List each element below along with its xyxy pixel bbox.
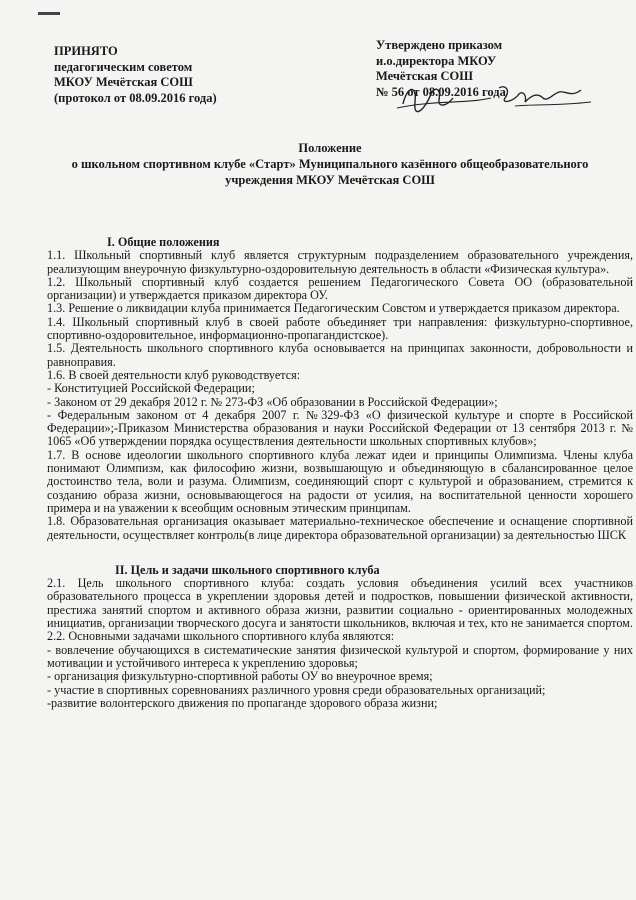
- approved-line: Утверждено приказом: [376, 38, 503, 52]
- paragraph: - Федеральным законом от 4 декабря 2007 г. №329-ФЗ «О физической культуре и спорте в Российской Федерации»;-Приказом Министерства образования и науки Российской Федерации от 13 сентября 2013 г. № 1065 «Об утверждении порядка осуществления деятельности школьных спортивных клубов»;: [47, 407, 633, 449]
- title-line: о школьном спортивном клубе «Старт» Муниципального казённого общеобразовательного: [71, 157, 589, 171]
- paragraph: 2.1. Цель школьного спортивного клуба: создать условия объединения усилий всех участников образовательного процесса в укреплении здоровья детей и подростков, повышении физической активности, престижа занятий спортом и активного образа жизни, развитии социально - ориентированных молодежных инициатив, организации творческого досуга и занятости школьников, включая и тех, кто не занимается спортом.: [47, 576, 633, 631]
- paragraph: 1.6. В своей деятельности клуб руководствуется:: [47, 367, 301, 382]
- title-line: учреждения МКОУ Мечётская СОШ: [225, 173, 435, 187]
- paragraph: 1.4. Школьный спортивный клуб в своей работе объединяет три направления: физкультурно-спортивное, спортивно-оздоровительное, информационно-пропагандистское).: [47, 314, 633, 343]
- accepted-line: МКОУ Мечётская СОШ: [54, 75, 193, 89]
- paragraph: - вовлечение обучающихся в систематические занятия физической культурой и спортом, формирование у них мотивации и устойчивого интереса к укреплению здоровья;: [47, 642, 633, 670]
- handwritten-signature: [395, 80, 595, 114]
- paragraph: 1.2. Школьный спортивный клуб создается решением Педагогического Совета ОО (образовательной организации) и утверждается приказом директора ОУ.: [47, 274, 633, 303]
- paragraph: 1.3. Решение о ликвидации клуба принимается Педагогическим Совстом и утверждается приказом директора.: [47, 301, 620, 316]
- scan-mark: [38, 12, 60, 15]
- title-line: Положение: [298, 141, 362, 155]
- paragraph: 1.8. Образовательная организация оказывает материально-техническое обеспечение и оснащение спортивной деятельности, осуществляет контроль(в лице директора образовательной организации) за деятельностью ШСК: [47, 514, 633, 542]
- paragraph: - Законом от 29 декабря 2012 г. № 273-ФЗ «Об образовании в Российской Федерации»;: [47, 394, 498, 409]
- paragraph: 1.1. Школьный спортивный клуб является структурным подразделением образовательного учреждения, реализующим внеурочную физкультурно-оздоровительную деятельность в области «Физическая культура».: [47, 248, 633, 276]
- document-title: [40, 140, 620, 188]
- accepted-line: (протокол от 08.09.2016 года): [54, 90, 217, 105]
- paragraph: - участие в спортивных соревнованиях различного уровня среди образовательных организаций;: [47, 682, 546, 697]
- paragraph: 1.7. В основе идеологии школьного спортивного клуба лежат идеи и принципы Олимпизма. Члены клуба понимают Олимпизм, как философию жизни, возвышающую и объединяющую в сбалансированное целое достоинство тела, воли и разума. Олимпизм, соединяющий спорт с культурой и образованием, стремится к созданию образа жизни, основывающегося на радости от усилия, на воспитательной ценности хорошего примера и на уважении к всеобщим основным этическим принципам.: [47, 447, 633, 515]
- accepted-block: [54, 44, 314, 106]
- paragraph: - организация физкультурно-спортивной работы ОУ во внеурочное время;: [47, 669, 433, 684]
- accepted-line: ПРИНЯТО: [54, 44, 118, 58]
- document-body: [47, 236, 633, 710]
- paragraph: -развитие волонтерского движения по пропаганде здорового образа жизни;: [47, 695, 438, 710]
- paragraph: - Конституцией Российской Федерации;: [47, 381, 255, 396]
- paragraph: 1.5. Деятельность школьного спортивного клуба основывается на принципах законности, добровольности и равноправия.: [47, 341, 633, 369]
- accepted-line: педагогическим советом: [54, 59, 193, 74]
- approved-line: № 56 от 08.09.2016 года: [376, 84, 506, 99]
- approved-line: Мечётская СОШ: [376, 69, 473, 83]
- paragraph: 2.2. Основными задачами школьного спортивного клуба являются:: [47, 629, 395, 644]
- approved-line: и.о.директора МКОУ: [376, 53, 497, 68]
- section-heading: II. Цель и задачи школьного спортивного клуба: [115, 562, 380, 577]
- section-heading: I. Общие положения: [107, 235, 220, 249]
